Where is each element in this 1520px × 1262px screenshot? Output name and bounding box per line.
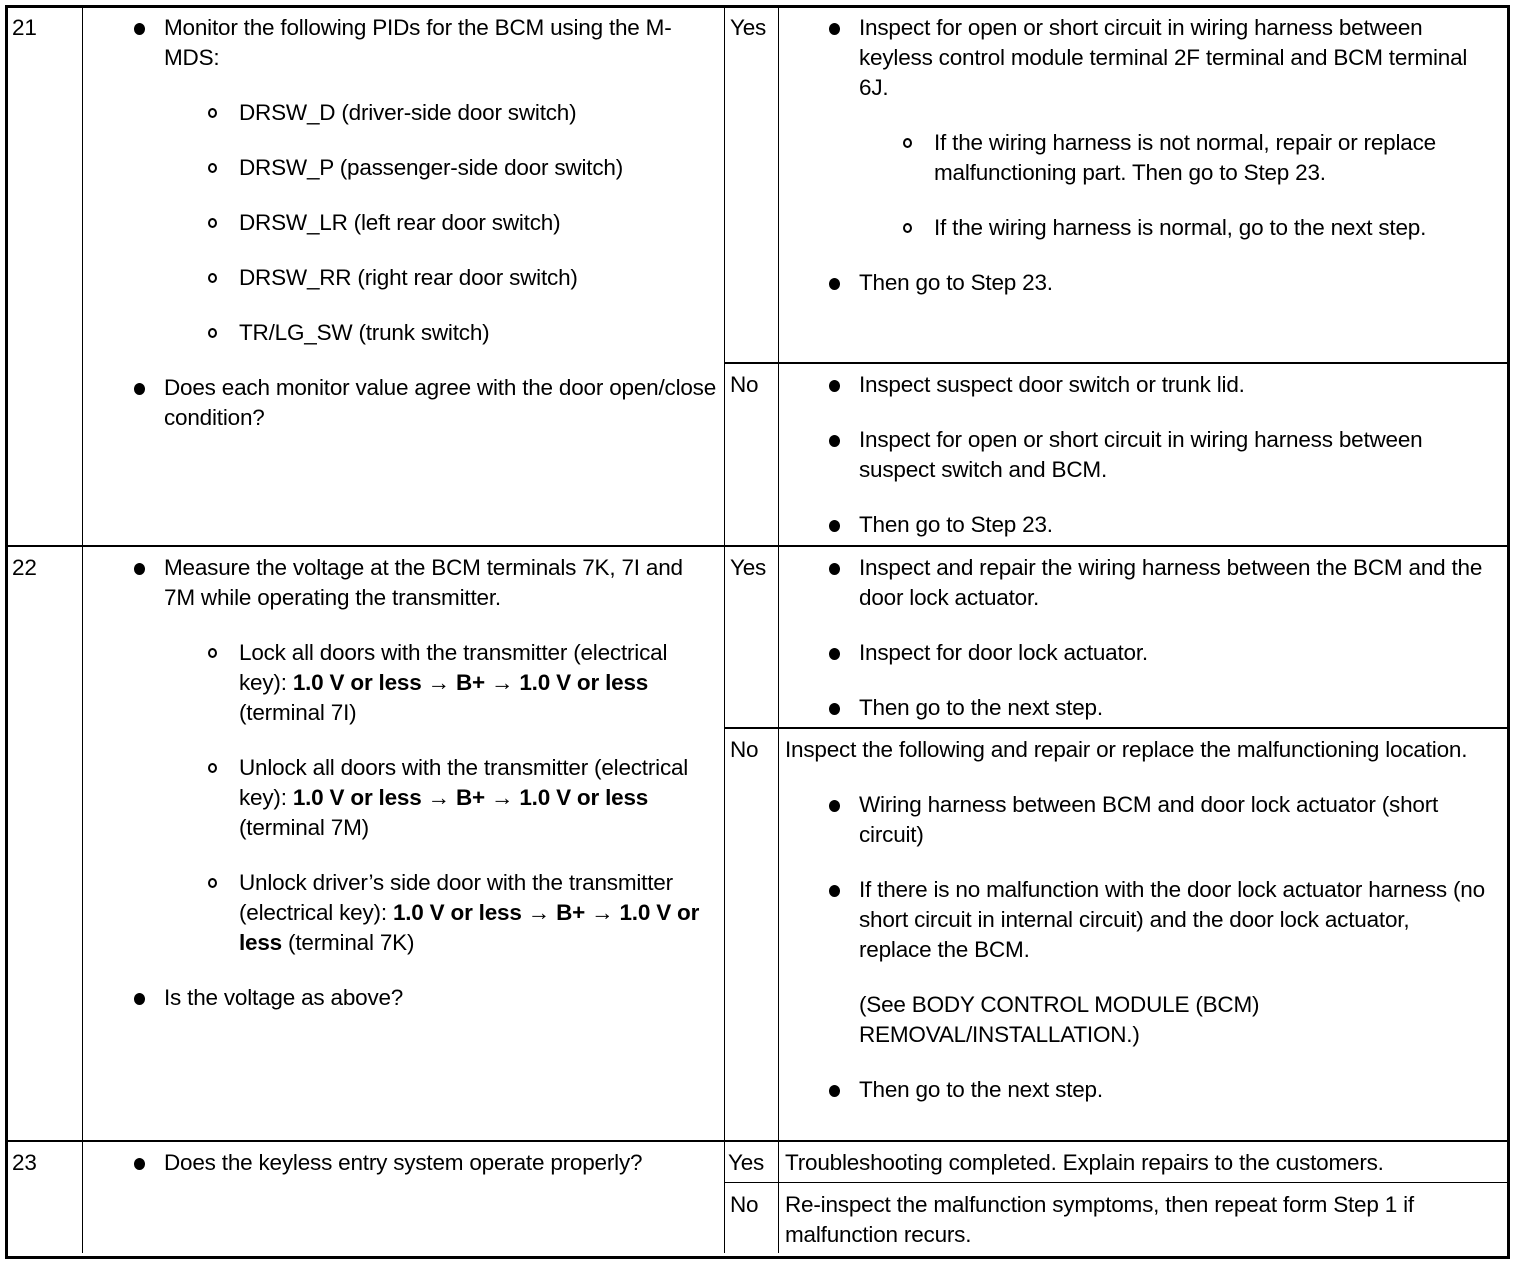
bullet-icon bbox=[829, 563, 840, 575]
answer-label-no: No bbox=[730, 737, 759, 762]
result-bullet: If there is no malfunction with the door lock actuator harness (no short circuit in internal circuit) and the door lock actuator, replace the BCM. (See BODY CONTROL MODULE (BCM) REMOVAL/INSTALLATION.) bbox=[779, 875, 1485, 1050]
circle-bullet-icon bbox=[208, 108, 217, 118]
action-bullet: Does the keyless entry system operate properly? bbox=[83, 1148, 643, 1178]
result-bullet: Wiring harness between BCM and door lock actuator (short circuit) bbox=[779, 790, 1485, 850]
step-number: 23 bbox=[12, 1150, 37, 1175]
divider-21-yes-no bbox=[724, 362, 1507, 364]
voltage-check-item: Lock all doors with the transmitter (electrical key): 1.0 V or less → B+ → 1.0 V or less (terminal 7I) bbox=[164, 638, 708, 728]
bullet-icon bbox=[829, 1085, 840, 1097]
pid-item: DRSW_LR (left rear door switch) bbox=[164, 208, 718, 238]
action-bullet: Does each monitor value agree with the door open/close condition? bbox=[83, 373, 718, 433]
voltage-check-item: Unlock all doors with the transmitter (electrical key): 1.0 V or less → B+ → 1.0 V or less (terminal 7M) bbox=[164, 753, 708, 843]
result-bullet: Inspect for open or short circuit in wiring harness between suspect switch and BCM. bbox=[779, 425, 1479, 485]
circle-bullet-icon bbox=[208, 328, 217, 338]
step-23-no-result: Re-inspect the malfunction symptoms, then repeat form Step 1 if malfunction recurs. bbox=[785, 1192, 1414, 1247]
circle-bullet-icon bbox=[208, 163, 217, 173]
circle-bullet-icon bbox=[208, 878, 217, 888]
circle-bullet-icon bbox=[903, 138, 912, 148]
answer-label-yes: Yes bbox=[730, 555, 767, 580]
step-number: 22 bbox=[12, 555, 37, 580]
bullet-icon bbox=[829, 278, 840, 290]
result-sub-item: If the wiring harness is normal, go to the next step. bbox=[859, 213, 1479, 243]
answer-label-yes: Yes bbox=[730, 15, 767, 40]
circle-bullet-icon bbox=[208, 273, 217, 283]
answer-label-no: No bbox=[730, 372, 759, 397]
bullet-icon bbox=[829, 23, 840, 35]
action-bullet: Monitor the following PIDs for the BCM using the M-MDS: DRSW_D (driver-side door switch) DRSW_P (passenger-side door switch) DRSW_LR (left rear door switch) DRSW_RR (right rear door switch) TR/LG_SW (trunk switch) bbox=[83, 13, 718, 348]
bullet-icon bbox=[134, 23, 145, 35]
bullet-icon bbox=[829, 703, 840, 715]
bullet-icon bbox=[829, 435, 840, 447]
pid-item: DRSW_P (passenger-side door switch) bbox=[164, 153, 718, 183]
reference-note: (See BODY CONTROL MODULE (BCM) REMOVAL/INSTALLATION.) bbox=[859, 992, 1260, 1047]
divider-step-22-23 bbox=[8, 1140, 1507, 1142]
result-bullet: Inspect suspect door switch or trunk lid. bbox=[779, 370, 1479, 400]
result-bullet: Inspect and repair the wiring harness between the BCM and the door lock actuator. bbox=[779, 553, 1489, 613]
step-21-no-result bbox=[779, 370, 1479, 540]
bullet-icon bbox=[134, 993, 145, 1005]
voltage-check-item: Unlock driver’s side door with the transmitter (electrical key): 1.0 V or less → B+ → 1.0 V or less (terminal 7K) bbox=[164, 868, 708, 958]
answer-label-no: No bbox=[730, 1192, 759, 1217]
result-bullet: Then go to Step 23. bbox=[779, 510, 1479, 540]
action-bullet: Measure the voltage at the BCM terminals 7K, 7I and 7M while operating the transmitter. Lock all doors with the transmitter (electrical key): 1.0 V or less → B+ → 1.0 V or less (terminal 7I) Unlock all doors with the transmitter (electrical key): 1.0 V or less → B+ → 1.0 V or less (terminal 7M) Unlock driver’s side door with the transmitter (electrical key): 1.0 V or less → B+ → 1.0 V or less (terminal 7K) bbox=[83, 553, 708, 958]
result-intro: Inspect the following and repair or replace the malfunctioning location. bbox=[785, 737, 1468, 762]
result-bullet: Inspect for open or short circuit in wiring harness between keyless control module terminal 2F terminal and BCM terminal 6J. If the wiring harness is not normal, repair or replace malfunctioning part. Then go to Step 23. If the wiring harness is normal, go to the next step. bbox=[779, 13, 1479, 243]
result-bullet: Then go to the next step. bbox=[779, 693, 1489, 723]
step-21-yes-result bbox=[779, 13, 1479, 298]
circle-bullet-icon bbox=[208, 648, 217, 658]
pid-item: DRSW_RR (right rear door switch) bbox=[164, 263, 718, 293]
bullet-icon bbox=[829, 380, 840, 392]
result-bullet: Inspect for door lock actuator. bbox=[779, 638, 1489, 668]
bullet-icon bbox=[829, 800, 840, 812]
bullet-icon bbox=[829, 885, 840, 897]
circle-bullet-icon bbox=[903, 223, 912, 233]
action-bullet: Is the voltage as above? bbox=[83, 983, 708, 1013]
result-sub-item: If the wiring harness is not normal, repair or replace malfunctioning part. Then go to Step 23. bbox=[859, 128, 1479, 188]
bullet-icon bbox=[134, 563, 145, 575]
step-22-no-result bbox=[785, 735, 1485, 1105]
bullet-icon bbox=[829, 648, 840, 660]
divider-step-21-22 bbox=[8, 545, 1507, 547]
step-23-action bbox=[83, 1148, 643, 1178]
bullet-icon bbox=[134, 1158, 145, 1170]
voltage-spec: 1.0 V or less → B+ → 1.0 V or less bbox=[239, 900, 700, 955]
circle-bullet-icon bbox=[208, 763, 217, 773]
answer-label-yes: Yes bbox=[728, 1150, 765, 1175]
result-bullet: Then go to the next step. bbox=[779, 1075, 1485, 1105]
result-bullet: Then go to Step 23. bbox=[779, 268, 1479, 298]
divider-action-column bbox=[724, 8, 725, 1253]
divider-22-yes-no bbox=[724, 727, 1507, 729]
voltage-spec: 1.0 V or less → B+ → 1.0 V or less bbox=[292, 785, 649, 810]
step-22-yes-result bbox=[779, 553, 1489, 723]
divider-23-yes-no bbox=[724, 1182, 1507, 1183]
step-22-action bbox=[83, 553, 708, 1013]
pid-item: DRSW_D (driver-side door switch) bbox=[164, 98, 718, 128]
step-number: 21 bbox=[12, 15, 37, 40]
pid-item: TR/LG_SW (trunk switch) bbox=[164, 318, 718, 348]
step-23-yes-result: Troubleshooting completed. Explain repairs to the customers. bbox=[785, 1150, 1384, 1175]
bullet-icon bbox=[829, 520, 840, 532]
step-21-action bbox=[83, 13, 718, 433]
bullet-icon bbox=[134, 383, 145, 395]
voltage-spec: 1.0 V or less → B+ → 1.0 V or less bbox=[292, 670, 649, 695]
circle-bullet-icon bbox=[208, 218, 217, 228]
